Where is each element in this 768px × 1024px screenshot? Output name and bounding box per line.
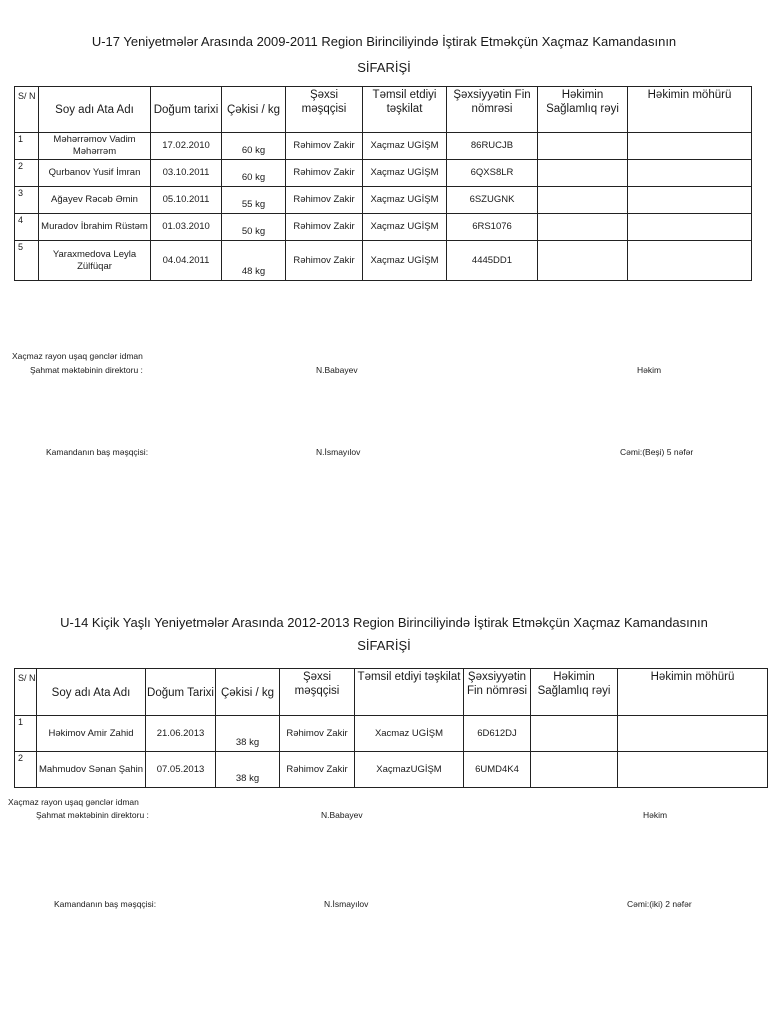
col-org: Təmsil etdiyi təşkilat xyxy=(363,87,447,133)
organization: Xacmaz UGİŞM xyxy=(355,716,464,752)
organization: Xaçmaz UGİŞM xyxy=(363,214,447,241)
col-seal: Həkimin möhürü xyxy=(618,669,768,716)
doctor-seal xyxy=(618,752,768,788)
section1-org-line2: Şahmat məktəbinin direktoru : xyxy=(30,365,143,375)
section2-coach-name: N.İsmayılov xyxy=(324,899,369,909)
health-opinion xyxy=(538,133,628,160)
col-sn: S/ N xyxy=(15,669,37,716)
weight: 48 kg xyxy=(222,241,286,281)
athlete-name: Ağayev Rəcəb Əmin xyxy=(39,187,151,214)
birth-date: 05.10.2011 xyxy=(151,187,222,214)
table-row xyxy=(15,187,752,214)
coach-name: Rəhimov Zakir xyxy=(280,716,355,752)
table-row xyxy=(15,752,768,788)
section1-doctor-label: Həkim xyxy=(637,365,662,375)
doctor-seal xyxy=(628,133,752,160)
athlete-name: Məhərrəmov Vadim Məhərrəm xyxy=(39,133,151,160)
row-number: 4 xyxy=(15,214,39,241)
fin-number: 6UMD4K4 xyxy=(464,752,531,788)
fin-number: 6RS1076 xyxy=(447,214,538,241)
table-row xyxy=(15,160,752,187)
section2-title: U-14 Kiçik Yaşlı Yeniyetmələr Arasında 2012-2013 Region Birinciliyində İştirak Etməkçün Xaçmaz Kamandasının xyxy=(60,615,708,630)
col-weight: Çəkisi / kg xyxy=(222,87,286,133)
weight: 55 kg xyxy=(222,187,286,214)
col-weight: Çəkisi / kg xyxy=(216,669,280,716)
doctor-seal xyxy=(618,716,768,752)
fin-number: 6D612DJ xyxy=(464,716,531,752)
health-opinion xyxy=(531,752,618,788)
coach-name: Rəhimov Zakir xyxy=(286,160,363,187)
organization: Xaçmaz UGİŞM xyxy=(363,187,447,214)
doctor-seal xyxy=(628,160,752,187)
health-opinion xyxy=(531,716,618,752)
row-number: 1 xyxy=(15,133,39,160)
weight: 60 kg xyxy=(222,133,286,160)
table-row xyxy=(15,133,752,160)
doctor-seal xyxy=(628,241,752,281)
section1-total: Cəmi:(Beşi) 5 nəfər xyxy=(620,447,694,457)
col-name: Soy adı Ata Adı xyxy=(37,669,146,716)
col-coach: Şəxsi məşqçisi xyxy=(280,669,355,716)
col-name: Soy adı Ata Adı xyxy=(39,87,151,133)
fin-number: 6QXS8LR xyxy=(447,160,538,187)
section1-subtitle: SİFARİŞİ xyxy=(357,60,411,75)
birth-date: 21.06.2013 xyxy=(146,716,216,752)
col-health: Həkimin Sağlamlıq rəyi xyxy=(531,669,618,716)
birth-date: 17.02.2010 xyxy=(151,133,222,160)
weight: 60 kg xyxy=(222,160,286,187)
col-dob: Doğum Tarixi xyxy=(146,669,216,716)
col-fin: Şəxsiyyətin Fin nömrəsi xyxy=(464,669,531,716)
col-sn: S/ N xyxy=(15,87,39,133)
organization: Xaçmaz UGİŞM xyxy=(363,133,447,160)
col-coach: Şəxsi məşqçisi xyxy=(286,87,363,133)
section1-title: U-17 Yeniyetmələr Arasında 2009-2011 Region Birinciliyində İştirak Etməkçün Xaçmaz Kamandasının xyxy=(91,34,677,49)
section1-coach-name: N.İsmayılov xyxy=(316,447,361,457)
athlete-name: Muradov İbrahim Rüstəm xyxy=(39,214,151,241)
organization: Xaçmaz UGİŞM xyxy=(363,160,447,187)
athlete-name: Qurbanov Yusif İmran xyxy=(39,160,151,187)
col-health: Həkimin Sağlamlıq rəyi xyxy=(538,87,628,133)
health-opinion xyxy=(538,241,628,281)
section2-table xyxy=(14,668,768,788)
row-number: 1 xyxy=(15,716,37,752)
col-dob: Doğum tarixi xyxy=(151,87,222,133)
athlete-name: Həkimov Amir Zahid xyxy=(37,716,146,752)
col-fin: Şəxsiyyətin Fin nömrəsi xyxy=(447,87,538,133)
fin-number: 86RUCJB xyxy=(447,133,538,160)
row-number: 2 xyxy=(15,160,39,187)
fin-number: 4445DD1 xyxy=(447,241,538,281)
section2-coach-label: Kamandanın baş məşqçisi: xyxy=(54,899,157,909)
health-opinion xyxy=(538,160,628,187)
fin-number: 6SZUGNK xyxy=(447,187,538,214)
section1-director-name: N.Babayev xyxy=(316,365,358,375)
row-number: 3 xyxy=(15,187,39,214)
coach-name: Rəhimov Zakir xyxy=(286,133,363,160)
birth-date: 07.05.2013 xyxy=(146,752,216,788)
table-row xyxy=(15,716,768,752)
health-opinion xyxy=(538,187,628,214)
section2-doctor-label: Həkim xyxy=(643,810,668,820)
coach-name: Rəhimov Zakir xyxy=(280,752,355,788)
organization: XaçmazUGİŞM xyxy=(355,752,464,788)
coach-name: Rəhimov Zakir xyxy=(286,241,363,281)
table-row xyxy=(15,241,752,281)
col-seal: Həkimin möhürü xyxy=(628,87,752,133)
table-header-row xyxy=(15,87,752,133)
birth-date: 01.03.2010 xyxy=(151,214,222,241)
weight: 50 kg xyxy=(222,214,286,241)
athlete-name: Mahmudov Sənan Şahin xyxy=(37,752,146,788)
row-number: 5 xyxy=(15,241,39,281)
athlete-name: Yaraxmedova Leyla Zülfüqar xyxy=(39,241,151,281)
col-org: Təmsil etdiyi təşkilat xyxy=(355,669,464,716)
section2-director-name: N.Babayev xyxy=(321,810,363,820)
birth-date: 04.04.2011 xyxy=(151,241,222,281)
table-header-row xyxy=(15,669,768,716)
table-row xyxy=(15,214,752,241)
section1-coach-label: Kamandanın baş məşqçisi: xyxy=(46,447,149,457)
weight: 38 kg xyxy=(216,752,280,788)
weight: 38 kg xyxy=(216,716,280,752)
section1-table xyxy=(14,86,752,281)
organization: Xaçmaz UGİŞM xyxy=(363,241,447,281)
section2-org-line2: Şahmat məktəbinin direktoru : xyxy=(36,810,149,820)
health-opinion xyxy=(538,214,628,241)
section2-total: Cəmi:(iki) 2 nəfər xyxy=(627,899,692,909)
doctor-seal xyxy=(628,214,752,241)
coach-name: Rəhimov Zakir xyxy=(286,187,363,214)
coach-name: Rəhimov Zakir xyxy=(286,214,363,241)
doctor-seal xyxy=(628,187,752,214)
birth-date: 03.10.2011 xyxy=(151,160,222,187)
section1-org-line1: Xaçmaz rayon uşaq gənclər idman xyxy=(12,351,143,361)
section2-org-line1: Xaçmaz rayon uşaq gənclər idman xyxy=(8,797,139,807)
section2-subtitle: SİFARİŞİ xyxy=(357,638,411,653)
row-number: 2 xyxy=(15,752,37,788)
